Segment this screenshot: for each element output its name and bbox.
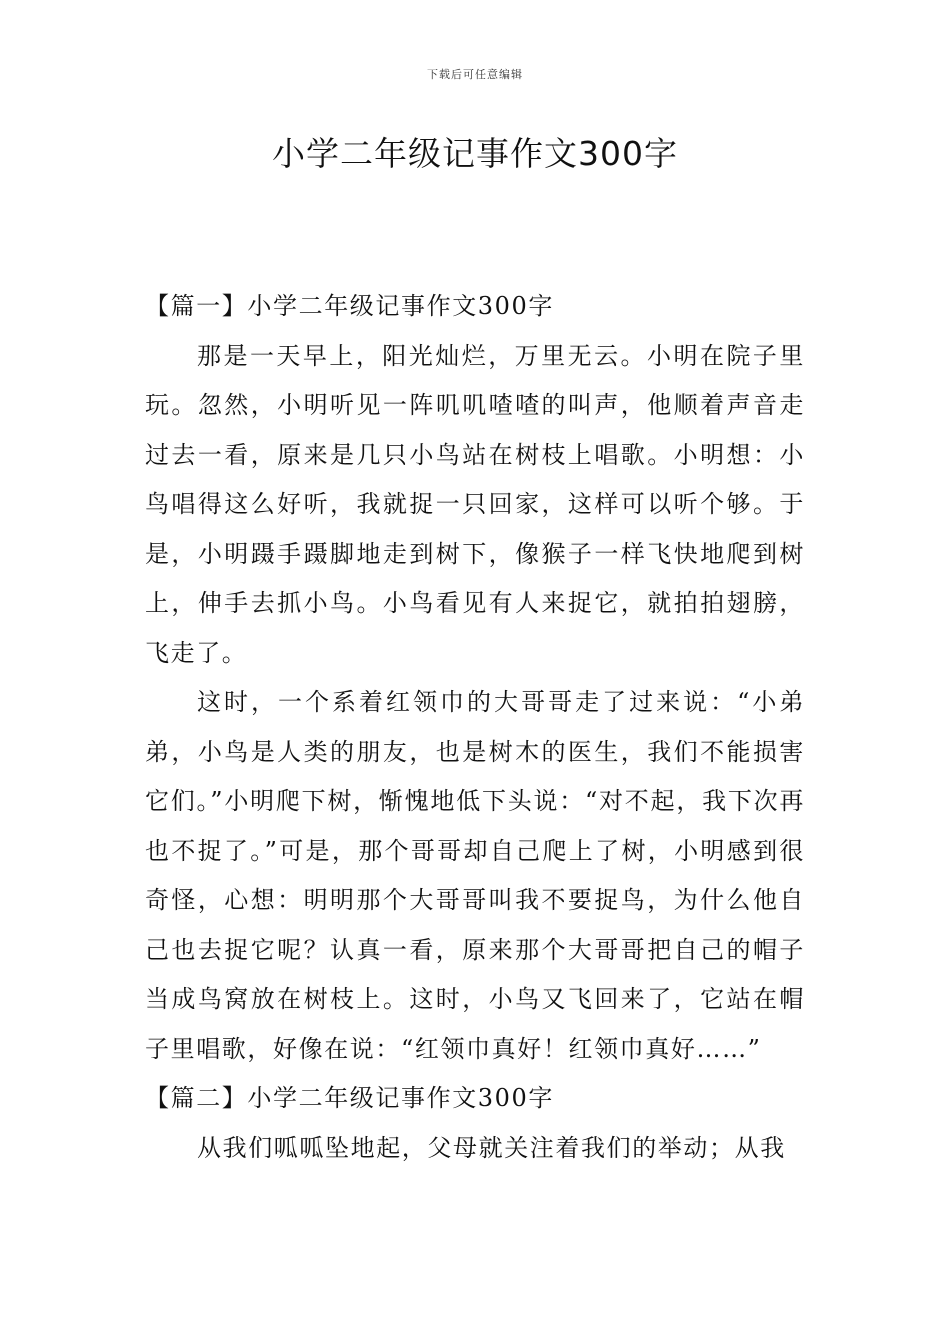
document-body — [145, 282, 805, 1173]
paragraph-1-1: 那是一天早上，阳光灿烂，万里无云。小明在院子里玩。忽然，小明听见一阵叽叽喳喳的叫声，他顺着声音走过去一看，原来是几只小鸟站在树枝上唱歌。小明想：小鸟唱得这么好听，我就捉一只回家，这样可以听个够。于是，小明蹑手蹑脚地走到树下，像猴子一样飞快地爬到树上，伸手去抓小鸟。小鸟看见有人来捉它，就拍拍翅膀，飞走了。 — [145, 341, 805, 667]
paragraph-2-1: 从我们呱呱坠地起，父母就关注着我们的举动；从我 — [197, 1133, 786, 1162]
paragraph-1-2: 这时，一个系着红领巾的大哥哥走了过来说：“小弟弟，小鸟是人类的朋友，也是树木的医生，我们不能损害它们。”小明爬下树，惭愧地低下头说：“对不起，我下次再也不捉了。”可是，那个哥哥却自己爬上了树，小明感到很奇怪，心想：明明那个大哥哥叫我不要捉鸟，为什么他自己也去捉它呢？认真一看，原来那个大哥哥把自己的帽子当成鸟窝放在树枝上。这时，小鸟又飞回来了，它站在帽子里唱歌，好像在说：“红领巾真好！红领巾真好……” — [145, 688, 805, 1063]
header-note: 下载后可任意编辑 — [427, 68, 523, 81]
section-heading-1: 【篇一】小学二年级记事作文300字 — [145, 292, 555, 320]
document-title: 小学二年级记事作文300字 — [272, 134, 678, 173]
section-heading-2: 【篇二】小学二年级记事作文300字 — [145, 1084, 555, 1112]
